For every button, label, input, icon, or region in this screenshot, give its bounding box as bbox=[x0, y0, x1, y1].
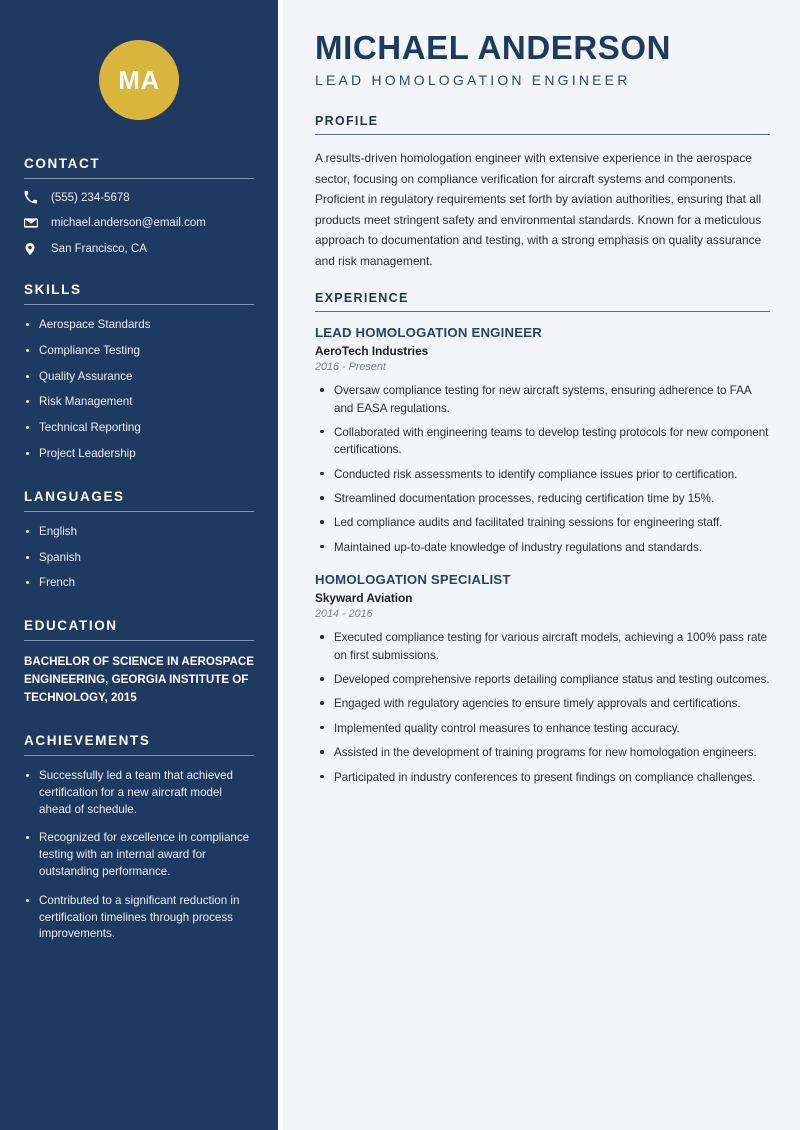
list-item: Implemented quality control measures to enhance testing accuracy. bbox=[315, 720, 770, 737]
section-achievements bbox=[0, 733, 278, 943]
education-heading: EDUCATION bbox=[24, 618, 118, 634]
list-item: Streamlined documentation processes, reducing certification time by 15%. bbox=[315, 490, 770, 507]
list-item: Developed comprehensive reports detailing compliance status and testing outcomes. bbox=[315, 671, 770, 688]
contact-location-value: San Francisco, CA bbox=[51, 243, 147, 255]
list-item: Recognized for excellence in compliance testing with an internal award for outstanding performance. bbox=[24, 830, 254, 880]
skills-divider bbox=[24, 304, 254, 305]
avatar: MA bbox=[99, 40, 179, 120]
list-item: Spanish bbox=[24, 550, 254, 567]
list-item: Project Leadership bbox=[24, 446, 254, 463]
skills-list bbox=[24, 317, 254, 463]
section-languages bbox=[0, 489, 278, 592]
languages-divider bbox=[24, 511, 254, 512]
list-item: Led compliance audits and facilitated training sessions for engineering staff. bbox=[315, 514, 770, 531]
achievements-divider bbox=[24, 755, 254, 756]
achievements-list bbox=[24, 768, 254, 943]
job-bullets bbox=[315, 629, 770, 786]
list-item: Assisted in the development of training programs for new homologation engineers. bbox=[315, 744, 770, 761]
section-profile bbox=[315, 114, 770, 271]
list-item: Oversaw compliance testing for new aircraft systems, ensuring adherence to FAA and EASA regulations. bbox=[315, 382, 770, 417]
contact-divider bbox=[24, 178, 254, 179]
professional-title: LEAD HOMOLOGATION ENGINEER bbox=[315, 72, 631, 89]
list-item: Participated in industry conferences to present findings on compliance challenges. bbox=[315, 769, 770, 786]
job-dates: 2014 - 2016 bbox=[315, 608, 373, 621]
skills-heading: SKILLS bbox=[24, 282, 82, 297]
contact-heading: CONTACT bbox=[24, 156, 101, 171]
sidebar bbox=[0, 0, 278, 1130]
job-role: LEAD HOMOLOGATION ENGINEER bbox=[315, 325, 542, 341]
list-item: English bbox=[24, 524, 254, 541]
languages-heading: LANGUAGES bbox=[24, 488, 125, 504]
languages-list bbox=[24, 524, 254, 592]
experience-divider bbox=[315, 311, 770, 312]
list-item: Technical Reporting bbox=[24, 420, 254, 437]
job-role: HOMOLOGATION SPECIALIST bbox=[315, 572, 511, 588]
contact-email-value: michael.anderson@email.com bbox=[51, 217, 206, 229]
achievements-heading: ACHIEVEMENTS bbox=[24, 733, 151, 749]
profile-divider bbox=[315, 134, 770, 135]
list-item: Risk Management bbox=[24, 394, 254, 411]
contact-item-phone[interactable] bbox=[24, 191, 254, 204]
list-item: French bbox=[24, 575, 254, 592]
main-content bbox=[283, 0, 800, 1130]
list-item: Compliance Testing bbox=[24, 343, 254, 360]
contact-item-location[interactable] bbox=[24, 242, 254, 256]
section-education bbox=[0, 618, 278, 707]
list-item: Engaged with regulatory agencies to ensure timely approvals and certifications. bbox=[315, 695, 770, 712]
experience-heading: EXPERIENCE bbox=[315, 291, 409, 306]
experience-entry-2 bbox=[315, 572, 770, 786]
section-contact bbox=[0, 156, 278, 256]
section-skills bbox=[0, 282, 278, 463]
profile-text: A results-driven homologation engineer with extensive experience in the aerospace sector, focusing on compliance verification for aircraft systems and components. Proficient in regulatory requirements set forth by aviation authorities, ensuring that all products meet stringent safety and environmental standards. Known for a meticulous approach to documentation and testing, with a strong emphasis on quality assurance and risk management. bbox=[315, 151, 762, 268]
education-divider bbox=[24, 640, 254, 641]
education-entry: BACHELOR OF SCIENCE IN AEROSPACE ENGINEERING, GEORGIA INSTITUTE OF TECHNOLOGY, 2015 bbox=[24, 655, 254, 705]
contact-phone-value: (555) 234-5678 bbox=[51, 191, 130, 204]
profile-heading: PROFILE bbox=[315, 114, 379, 129]
job-company: Skyward Aviation bbox=[315, 591, 413, 606]
page-title: MICHAEL ANDERSON bbox=[315, 29, 672, 66]
list-item: Conducted risk assessments to identify compliance issues prior to certification. bbox=[315, 466, 770, 483]
list-item: Successfully led a team that achieved certification for a new aircraft model ahead of schedule. bbox=[24, 768, 254, 818]
contact-item-email[interactable] bbox=[24, 216, 254, 230]
section-experience bbox=[315, 291, 770, 786]
list-item: Contributed to a significant reduction in certification timelines through process improvements. bbox=[24, 893, 254, 943]
list-item: Quality Assurance bbox=[24, 369, 254, 386]
job-bullets bbox=[315, 382, 770, 556]
envelope-icon bbox=[24, 216, 42, 230]
contact-list bbox=[24, 191, 254, 256]
avatar-container bbox=[0, 0, 278, 130]
map-pin-icon bbox=[24, 242, 42, 256]
list-item: Maintained up-to-date knowledge of industry regulations and standards. bbox=[315, 539, 770, 556]
job-dates: 2016 - Present bbox=[315, 361, 386, 374]
experience-entry-1 bbox=[315, 325, 770, 556]
job-company: AeroTech Industries bbox=[315, 344, 429, 359]
list-item: Executed compliance testing for various aircraft models, achieving a 100% pass rate on first submissions. bbox=[315, 629, 770, 664]
list-item: Aerospace Standards bbox=[24, 317, 254, 334]
phone-icon bbox=[24, 191, 42, 204]
list-item: Collaborated with engineering teams to develop testing protocols for new component certifications. bbox=[315, 424, 770, 459]
